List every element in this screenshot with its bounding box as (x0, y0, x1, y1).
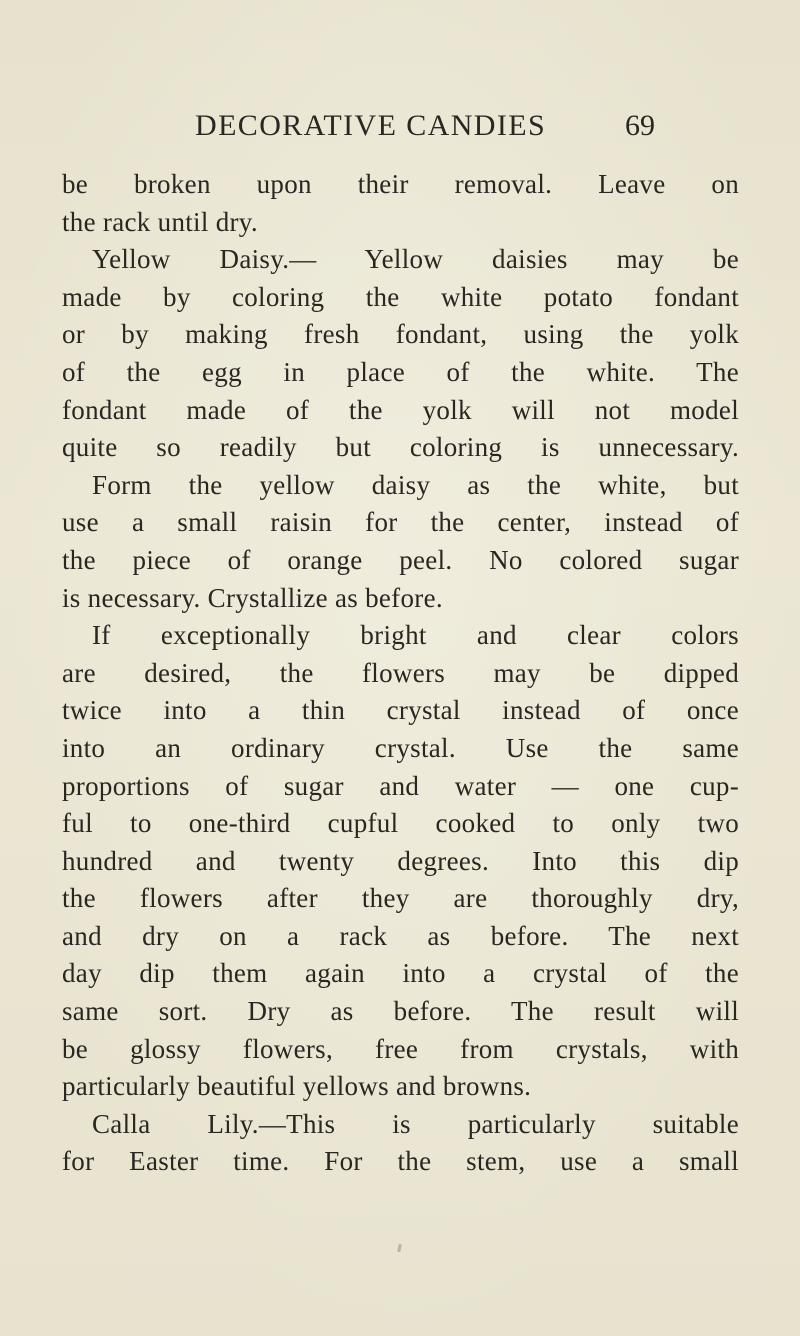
text-line: quite so readily but coloring is unnecessary. (62, 432, 739, 463)
text-line: particularly beautiful yellows and browns. (62, 1071, 532, 1102)
text-line: ful to one-third cupful cooked to only two (62, 808, 739, 839)
text-line: Yellow Daisy.— Yellow daisies may be (92, 244, 739, 275)
text-line: twice into a thin crystal instead of once (62, 695, 739, 726)
text-line: proportions of sugar and water — one cup- (62, 770, 739, 801)
text-line: Form the yellow daisy as the white, but (92, 469, 739, 500)
text-line: the flowers after they are thoroughly dry, (62, 883, 739, 914)
text-line: for Easter time. For the stem, use a small (62, 1146, 739, 1177)
text-line: day dip them again into a crystal of the (62, 958, 739, 989)
text-line: hundred and twenty degrees. Into this dip (62, 845, 739, 876)
text-line: or by making fresh fondant, using the yolk (62, 319, 739, 350)
text-line: be glossy flowers, free from crystals, with (62, 1033, 739, 1064)
text-line: of the egg in place of the white. The (62, 356, 739, 387)
text-line: and dry on a rack as before. The next (62, 920, 739, 951)
text-line: If exceptionally bright and clear colors (92, 620, 739, 651)
text-line: same sort. Dry as before. The result will (62, 996, 739, 1027)
text-line: use a small raisin for the center, instead of (62, 507, 739, 538)
text-line: be broken upon their removal. Leave on (62, 169, 739, 199)
paper-speck (397, 1244, 402, 1252)
page-number: 69 (625, 109, 655, 142)
text-line: the rack until dry. (62, 206, 258, 237)
text-line: is necessary. Crystallize as before. (62, 582, 443, 613)
text-line: made by coloring the white potato fondant (62, 281, 739, 312)
text-line: are desired, the flowers may be dipped (62, 657, 739, 688)
text-line: fondant made of the yolk will not model (62, 394, 739, 425)
body-text (62, 166, 739, 1181)
running-head-title: DECORATIVE CANDIES (195, 109, 547, 142)
text-line: Calla Lily.—This is particularly suitable (92, 1108, 739, 1139)
text-line: the piece of orange peel. No colored sugar (62, 544, 739, 575)
text-line: into an ordinary crystal. Use the same (62, 732, 739, 763)
running-head (195, 104, 655, 148)
